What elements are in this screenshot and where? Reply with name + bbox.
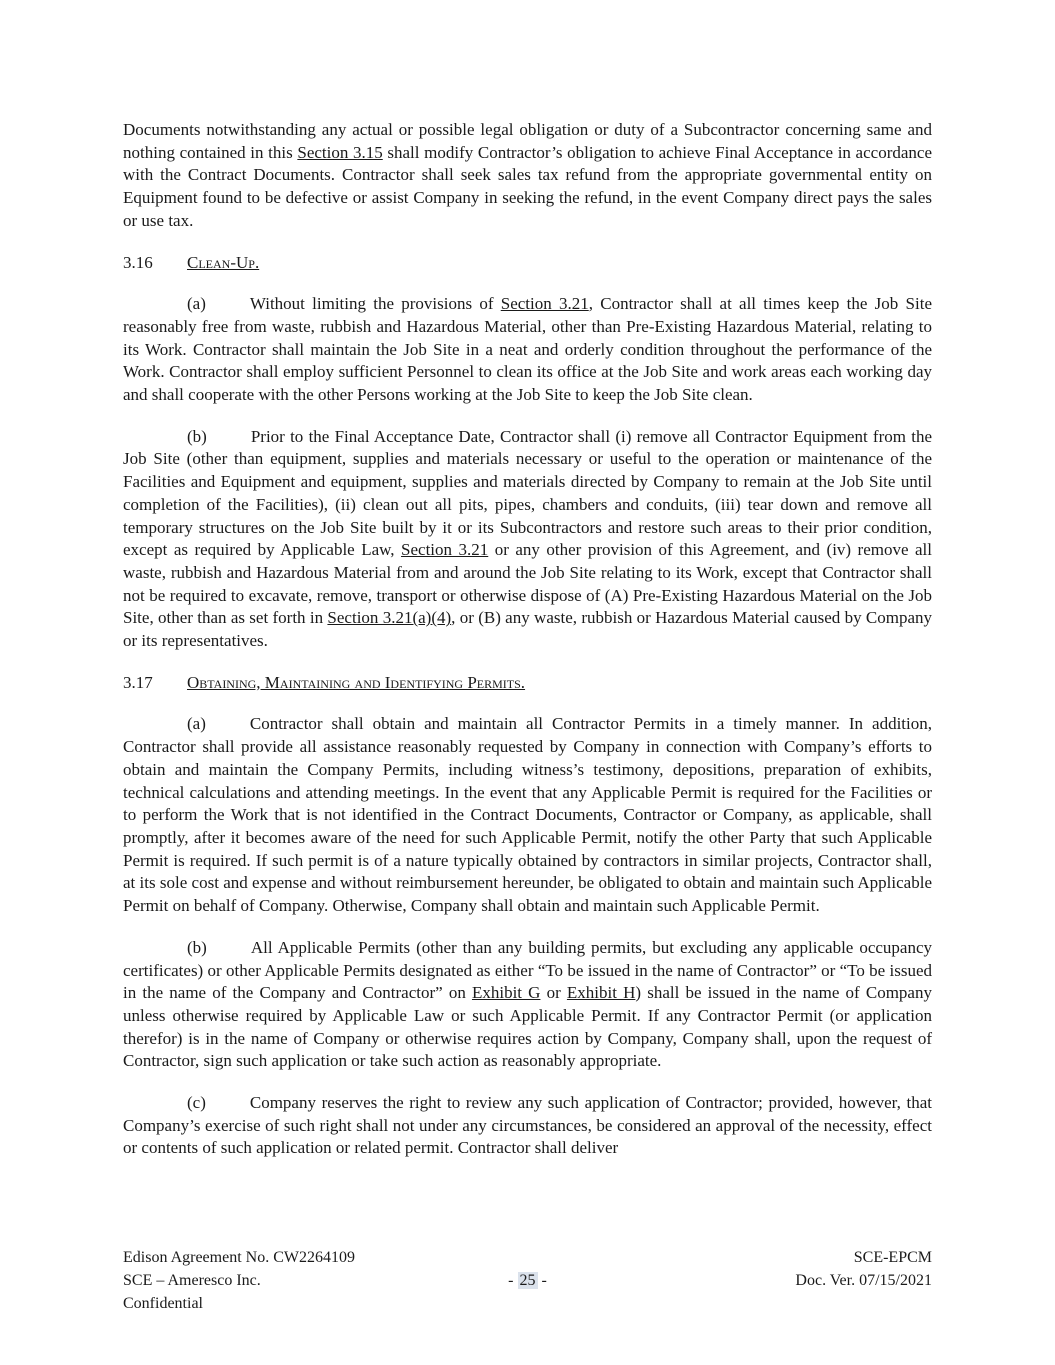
section-3-16-heading xyxy=(123,252,932,275)
page-number-suffix: - xyxy=(537,1272,547,1289)
paragraph-label: (a) xyxy=(187,294,206,314)
paragraph-3-16-b xyxy=(123,426,932,653)
cross-reference: Exhibit H xyxy=(566,983,636,1003)
cross-reference: Section 3.21(a)(4) xyxy=(327,608,452,628)
cross-reference: Section 3.21 xyxy=(401,540,489,560)
paragraph-label: (a) xyxy=(187,714,206,734)
footer-confidential: Confidential xyxy=(123,1295,203,1312)
text-run: Contractor shall obtain and maintain all Contractor Permits in a timely manner. In addition, Contractor shall provide all assistance reasonably requested by Company in connection with Company’s efforts to obtain and maintain the Company Permits, including witness’s testimony, depositions, preparation of exhibits, technical calculations and attending meetings. In the event that any Applicable Permit is required for the Facilities or to perform the Work that is not identified in the Contract Documents, Contractor or Company, as applicable, shall promptly, after it becomes aware of the need for such Applicable Permit, notify the other Party that such Applicable Permit is required. If such permit is of a nature typically obtained by contractors in similar projects, Contractor shall, at its sole cost and expense and without reimbursement hereunder, be obligated to obtain and maintain such Applicable Permit on behalf of Company. Otherwise, Company shall obtain and maintain such Applicable Permit. xyxy=(123,714,932,916)
section-3-17-heading xyxy=(123,672,932,695)
text-run: or xyxy=(540,983,567,1003)
footer-left-block xyxy=(123,1246,508,1315)
text-run: , or (B) any waste, rubbish or Hazardous Material caused by Company or its representatives. xyxy=(123,608,932,651)
section-number: 3.17 xyxy=(123,672,153,692)
text-run: , Contractor shall at all times keep the Job Site reasonably free from waste, rubbish and Hazardous Material, other than Pre-Existing Hazardous Material, relating to its Work. Contractor shall maintain the Job Site in a neat and orderly condition throughout the performance of the Work. Contractor shall employ sufficient Personnel to clean its office at the Job Site and work areas each working day and shall cooperate with the other Persons working at the Job Site to keep the Job Site clean. xyxy=(123,294,932,405)
paragraph-label: (b) xyxy=(187,426,207,446)
text-run: shall modify Contractor’s obligation to achieve Final Acceptance in accordance with the Contract Documents. Contractor shall seek sales tax refund from the appropriate governmental entity on Equipment found to be defective or assist Company in seeking the refund, in the event Company direct pays the sales or use tax. xyxy=(123,142,932,230)
text-run: All Applicable Permits (other than any building permits, but excluding any applicable occupancy certificates) or other Applicable Permits designated as either “To be issued in the name of Contractor” or “To be issued in the name of the Company and Contractor” on xyxy=(123,937,932,1003)
cross-reference: Section 3.21 xyxy=(500,294,589,314)
paragraph-text xyxy=(123,427,932,650)
footer-center-block xyxy=(508,1246,547,1315)
section-heading-title: Obtaining, Maintaining and Identifying Permits. xyxy=(187,672,526,692)
paragraph-text xyxy=(123,1093,932,1157)
paragraph-3-17-a xyxy=(123,713,932,917)
paragraph-text xyxy=(123,714,932,915)
footer-company: SCE – Ameresco Inc. xyxy=(123,1272,261,1289)
footer-page-number: 25 xyxy=(519,1272,536,1289)
text-run: Company reserves the right to review any such application of Contractor; provided, however, that Company’s exercise of such right shall not under any circumstances, be considered an approval of the necessity, effect or contents of such application or related permit. Contractor shall deliver xyxy=(123,1093,932,1158)
paragraph-3-16-a xyxy=(123,293,932,407)
text-run: ) shall be issued in the name of Company unless otherwise required by Applicable Law or such Applicable Permit. If any Contractor Permit (or application therefor) is in the name of Company or otherwise requires action by Company, Company shall, upon the request of Contractor, sign such application or take such action as reasonably appropriate. xyxy=(123,983,932,1071)
paragraph-text xyxy=(123,294,932,404)
text-run: Prior to the Final Acceptance Date, Contractor shall (i) remove all Contractor Equipment from the Job Site (other than equipment, supplies and materials necessary or useful to the operation or maintenance of the Facilities and Equipment and equipment, supplies and materials directed by Company to remain at the Job Site until completion of the Facilities), (ii) clean out all pits, pipes, chambers and conduits, (iii) tear down and remove all temporary structures on the Job Site built by it or its Subcontractors and restore such areas to their prior condition, except as required by Applicable Law, xyxy=(123,426,932,560)
paragraph-text xyxy=(123,938,932,1071)
footer-doc-version: Doc. Ver. 07/15/2021 xyxy=(795,1272,932,1289)
section-number: 3.16 xyxy=(123,252,153,272)
document-content xyxy=(123,119,932,1160)
page-footer xyxy=(123,1246,932,1315)
cross-reference: Exhibit G xyxy=(471,983,541,1003)
footer-right-block xyxy=(547,1246,932,1315)
paragraph-label: (b) xyxy=(187,937,207,957)
text-run: Documents notwithstanding any actual or possible legal obligation or duty of a Subcontractor concerning same and nothing contained in this xyxy=(123,120,932,162)
footer-agreement-number: Edison Agreement No. CW2264109 xyxy=(123,1249,355,1266)
text-run: Without limiting the provisions of xyxy=(249,294,501,314)
text-run: or any other provision of this Agreement, and (iv) remove all waste, rubbish and Hazardous Material from and around the Job Site relating to its Work, except that Contractor shall not be required to excavate, remove, transport or otherwise dispose of (A) Pre-Existing Hazardous Material on the Job Site, other than as set forth in xyxy=(123,540,932,628)
page-number-prefix: - xyxy=(508,1272,518,1289)
cross-reference: Section 3.15 xyxy=(297,142,383,162)
footer-doc-type: SCE-EPCM xyxy=(853,1249,932,1266)
paragraph-label: (c) xyxy=(187,1093,206,1113)
paragraph-3-17-b xyxy=(123,937,932,1073)
paragraph-intro xyxy=(123,119,932,233)
paragraph-3-17-c xyxy=(123,1092,932,1160)
section-heading-title: Clean-Up. xyxy=(187,252,260,272)
